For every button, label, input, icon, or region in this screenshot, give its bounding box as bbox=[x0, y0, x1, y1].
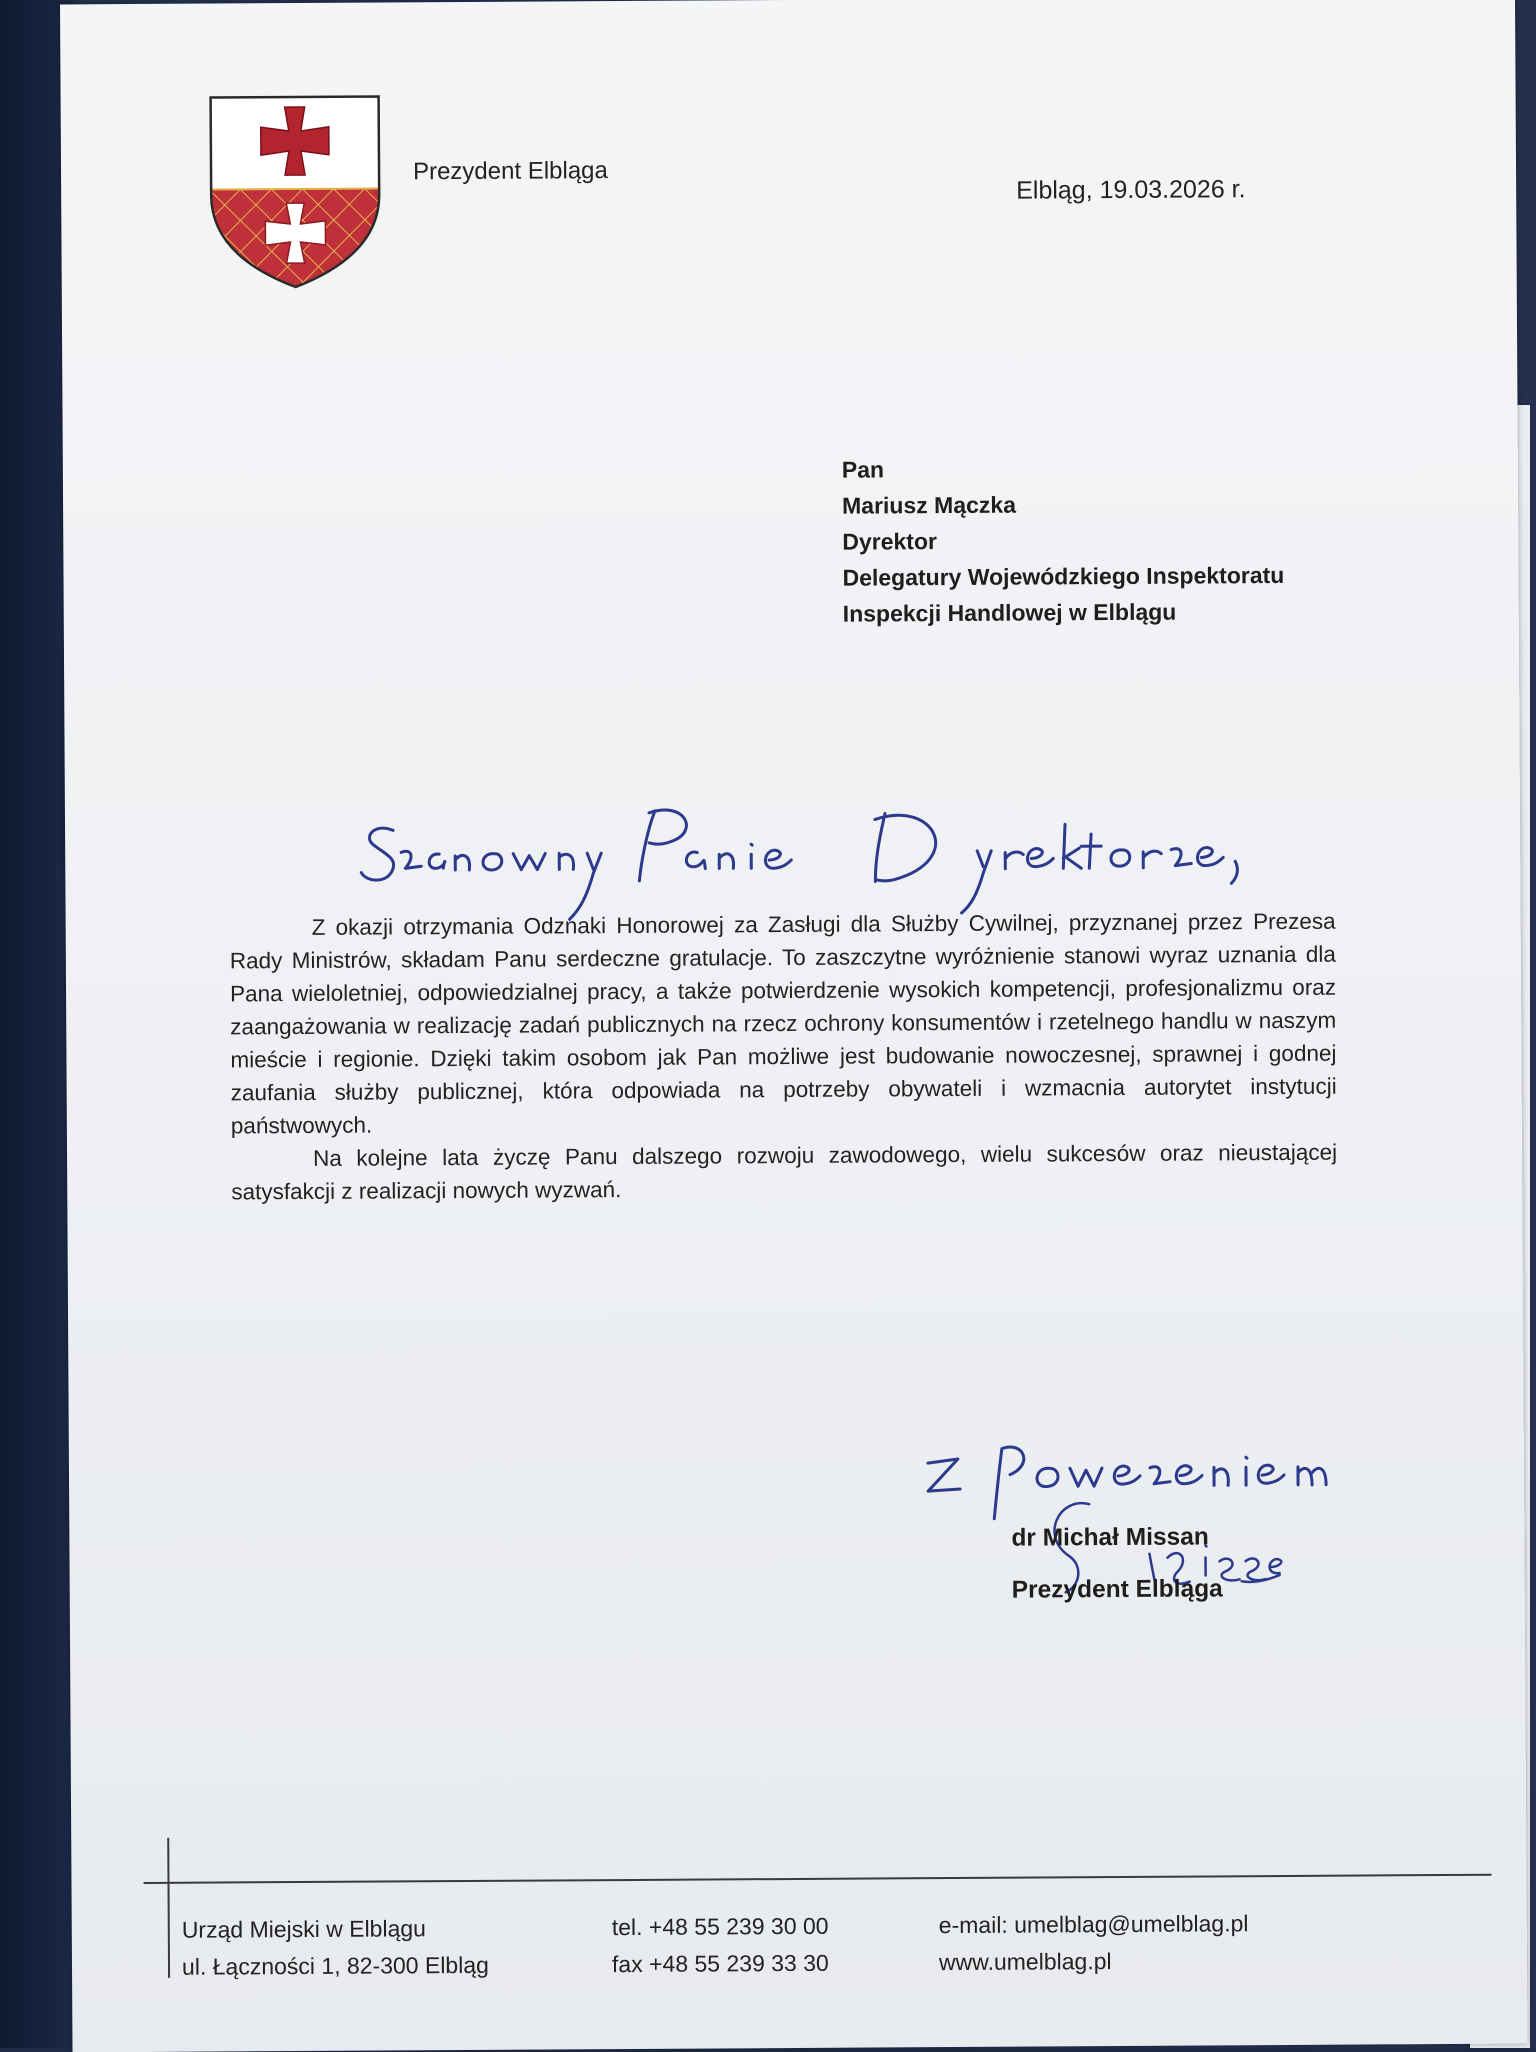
signatory-title: Prezydent Elbląga bbox=[1011, 1575, 1223, 1604]
footer-office-name: Urząd Miejski w Elblągu bbox=[181, 1915, 426, 1943]
footer-office bbox=[182, 1910, 489, 1986]
addressee-block bbox=[842, 449, 1285, 632]
footer-fax: fax +48 55 239 33 30 bbox=[611, 1949, 829, 1978]
footer-vertical-mark bbox=[167, 1838, 170, 1978]
footer-contact bbox=[939, 1905, 1249, 1981]
signatory-block bbox=[1011, 1521, 1223, 1606]
elblag-crest-icon bbox=[209, 94, 382, 289]
signatory-name: dr Michał Missan bbox=[1011, 1523, 1209, 1552]
letter-body bbox=[230, 905, 1338, 1209]
issuer-heading: Prezydent Elbląga bbox=[412, 157, 608, 186]
handwritten-salutation bbox=[355, 786, 1446, 923]
letter-page bbox=[60, 0, 1527, 2052]
addressee-line: Delegatury Wojewódzkiego Inspektoratu bbox=[842, 561, 1285, 591]
footer-tel: tel. +48 55 239 30 00 bbox=[611, 1912, 829, 1941]
addressee-line: Inspekcji Handlowej w Elblągu bbox=[842, 598, 1177, 627]
body-paragraph: Z okazji otrzymania Odznaki Honorowej za Zasługi dla Służby Cywilnej, przyznanej przez Prezesa Rady Ministrów, składam Panu serdeczne gratulacje. To zaszczytne wyróżnienie stanowi wyraz uznania dla Pana wieloletniej, odpowiedzialnej pracy, a także potwierdzenie wysokich kompetencji, profesjonalizmu oraz zaangażowania w realizację zadań publicznych na rzecz ochrony konsumentów i rzetelnego handlu w naszym mieście i regionie. Dzięki takim osobom jak Pan możliwe jest budowanie nowoczesnej, sprawnej i godnej zaufania służby publicznej, która odpowiada na potrzeby obywateli i wzmacnia autorytet instytucji państwowych. bbox=[229, 908, 1337, 1139]
footer-www: www.umelblag.pl bbox=[938, 1948, 1112, 1976]
footer-divider bbox=[143, 1874, 1491, 1884]
footer-office-address: ul. Łączności 1, 82-300 Elbląg bbox=[181, 1951, 489, 1980]
addressee-line: Dyrektor bbox=[842, 528, 937, 555]
letter-date: Elbląg, 19.03.2026 r. bbox=[1016, 175, 1246, 205]
footer-email: e-mail: umelblag@umelblag.pl bbox=[938, 1910, 1249, 1939]
body-paragraph: Na kolejne lata życzę Panu dalszego rozwoju zawodowego, wielu sukcesów oraz nieustającej satysfakcji z realizacji nowych wyzwań. bbox=[231, 1139, 1338, 1205]
addressee-line: Mariusz Mączka bbox=[842, 491, 1017, 519]
footer-phones bbox=[612, 1908, 829, 1983]
addressee-line: Pan bbox=[841, 456, 885, 483]
